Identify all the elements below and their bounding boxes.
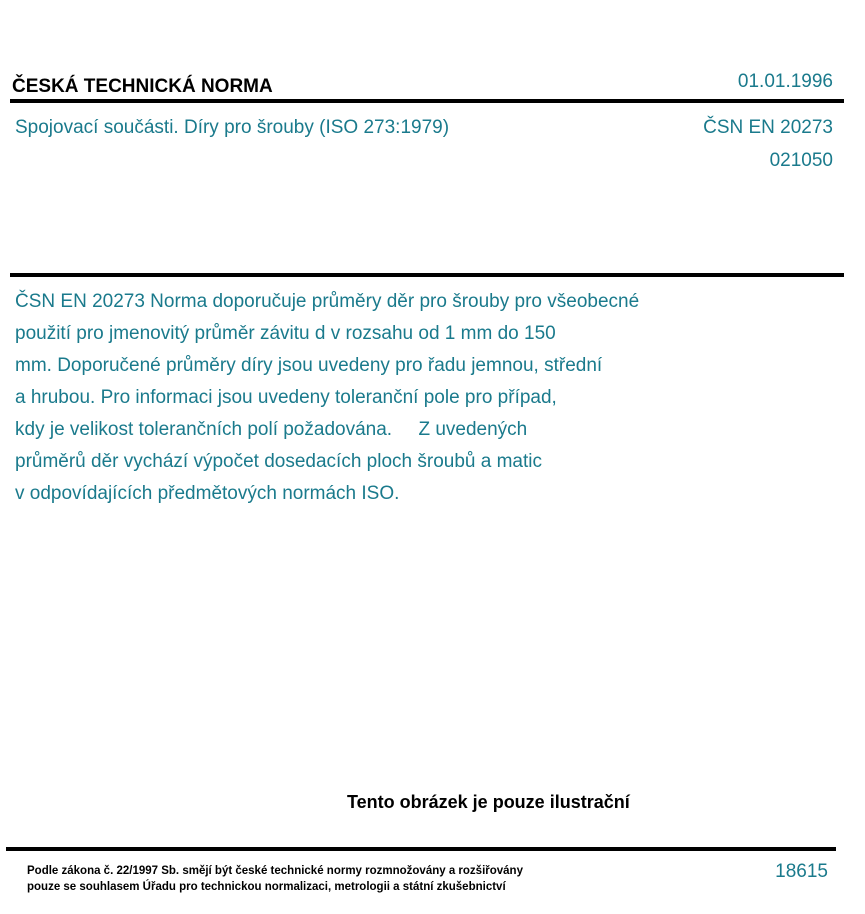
abstract-line: mm. Doporučené průměry díry jsou uvedeny pro řadu jemnou, střední (15, 355, 603, 376)
legal-notice-line: pouze se souhlasem Úřadu pro technickou normalizaci, metrologii a státní zkušebnictví (27, 881, 506, 893)
standard-type-title: ČESKÁ TECHNICKÁ NORMA (12, 76, 273, 97)
publication-date: 01.01.1996 (737, 71, 833, 92)
legal-notice-line: Podle zákona č. 22/1997 Sb. smějí být české technické normy rozmnožovány a rozšiřovány (27, 865, 523, 877)
document-id: 18615 (775, 861, 828, 882)
illustration-notice: Tento obrázek je pouze ilustrační (347, 792, 630, 812)
header-divider (10, 99, 844, 103)
footer-divider (6, 847, 836, 851)
abstract-text (15, 286, 775, 510)
document-number: ČSN EN 20273 (703, 117, 833, 138)
abstract-line: ČSN EN 20273 Norma doporučuje průměry děr pro šrouby pro všeobecné (15, 291, 640, 312)
abstract-line: v odpovídajících předmětových normách ISO. (15, 483, 400, 504)
section-divider (10, 273, 844, 277)
legal-notice (27, 863, 523, 895)
abstract-line: použití pro jmenovitý průměr závitu d v rozsahu od 1 mm do 150 (15, 323, 556, 344)
classification-code: 021050 (769, 150, 833, 171)
abstract-line: průměrů děr vychází výpočet dosedacích ploch šroubů a matic (15, 451, 542, 472)
document-subtitle: Spojovací součásti. Díry pro šrouby (ISO 273:1979) (15, 117, 450, 138)
abstract-line: kdy je velikost tolerančních polí požadována. Z uvedených (15, 419, 528, 440)
abstract-line: a hrubou. Pro informaci jsou uvedeny toleranční pole pro případ, (15, 387, 557, 408)
